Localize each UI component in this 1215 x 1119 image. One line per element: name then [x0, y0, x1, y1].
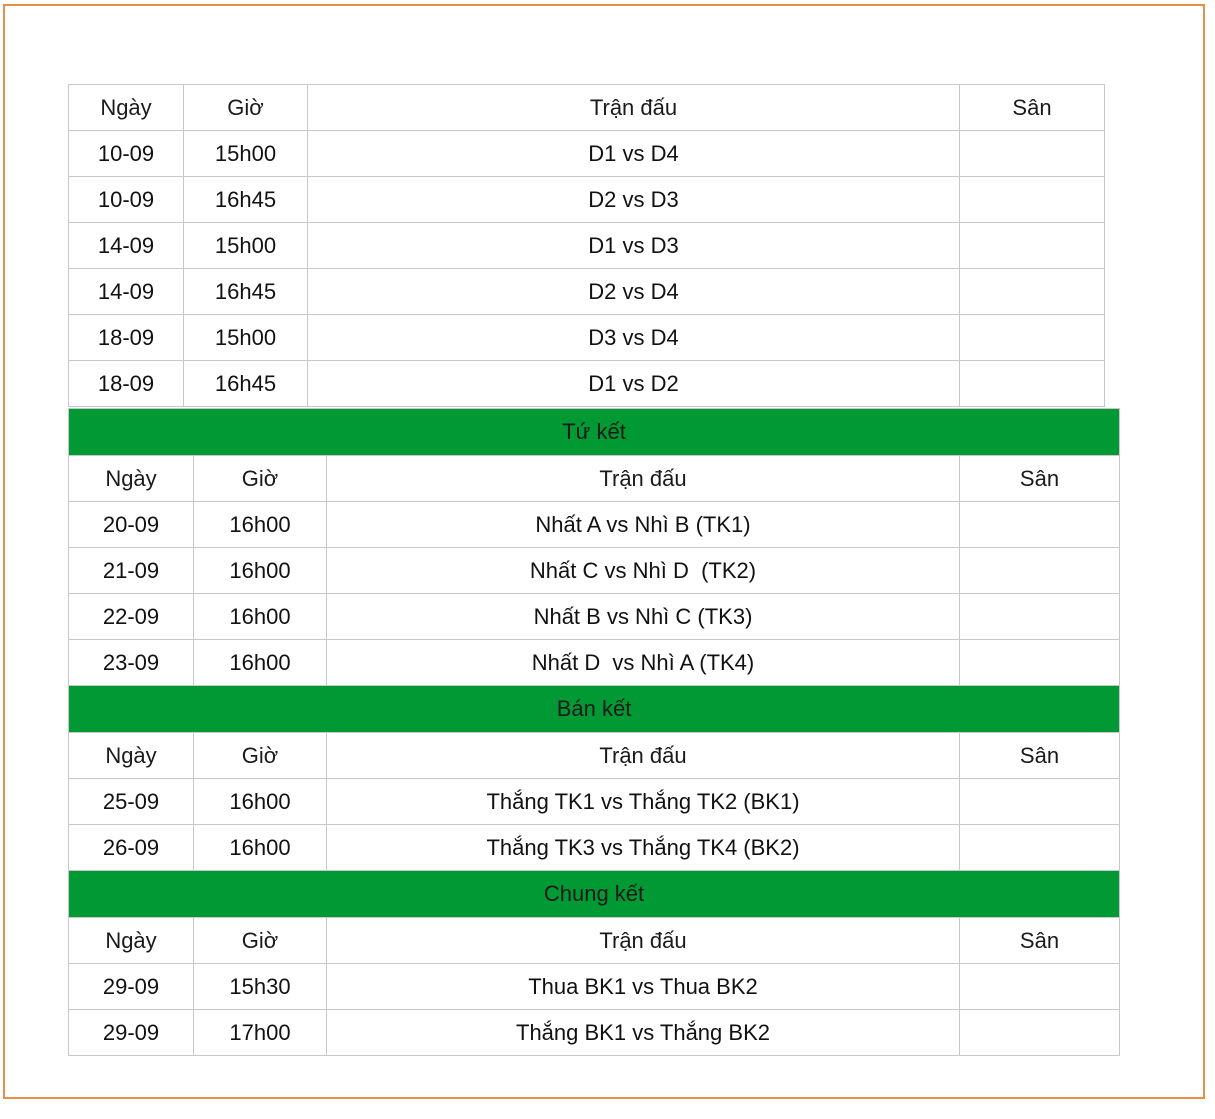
stage-title: Tứ kết — [69, 409, 1120, 456]
stage-title-row — [69, 409, 1120, 456]
cell-time: 15h00 — [184, 131, 308, 177]
cell-time: 16h00 — [194, 594, 327, 640]
table-row — [69, 594, 1120, 640]
cell-time: 15h00 — [184, 223, 308, 269]
cell-time: 17h00 — [194, 1010, 327, 1056]
header-date: Ngày — [69, 85, 184, 131]
knockout-table — [68, 408, 1120, 1056]
table-row — [69, 315, 1105, 361]
header-time: Giờ — [194, 456, 327, 502]
cell-match: D1 vs D2 — [308, 361, 960, 407]
cell-venue — [960, 315, 1105, 361]
cell-venue — [960, 361, 1105, 407]
cell-venue — [960, 223, 1105, 269]
table-row — [69, 548, 1120, 594]
cell-match: Thắng TK3 vs Thắng TK4 (BK2) — [327, 825, 960, 871]
group-stage-table — [68, 84, 1105, 407]
cell-time: 16h00 — [194, 825, 327, 871]
cell-time: 15h30 — [194, 964, 327, 1010]
table-header-row — [69, 85, 1105, 131]
header-date: Ngày — [69, 733, 194, 779]
cell-match: D3 vs D4 — [308, 315, 960, 361]
header-venue: Sân — [960, 918, 1120, 964]
table-header-row — [69, 733, 1120, 779]
table-row — [69, 964, 1120, 1010]
cell-time: 16h00 — [194, 640, 327, 686]
cell-date: 14-09 — [69, 223, 184, 269]
cell-date: 21-09 — [69, 548, 194, 594]
cell-time: 16h45 — [184, 361, 308, 407]
cell-time: 16h45 — [184, 177, 308, 223]
table-row — [69, 223, 1105, 269]
cell-match: Nhất C vs Nhì D (TK2) — [327, 548, 960, 594]
cell-venue — [960, 548, 1120, 594]
header-match: Trận đấu — [327, 456, 960, 502]
cell-date: 29-09 — [69, 1010, 194, 1056]
table-header-row — [69, 456, 1120, 502]
table-row — [69, 502, 1120, 548]
table-row — [69, 779, 1120, 825]
cell-venue — [960, 640, 1120, 686]
table-header-row — [69, 918, 1120, 964]
header-venue: Sân — [960, 733, 1120, 779]
cell-venue — [960, 177, 1105, 223]
cell-time: 16h00 — [194, 779, 327, 825]
cell-date: 29-09 — [69, 964, 194, 1010]
cell-date: 26-09 — [69, 825, 194, 871]
cell-venue — [960, 825, 1120, 871]
cell-venue — [960, 269, 1105, 315]
table-row — [69, 361, 1105, 407]
cell-time: 16h00 — [194, 502, 327, 548]
table-row — [69, 177, 1105, 223]
cell-match: D1 vs D4 — [308, 131, 960, 177]
header-match: Trận đấu — [327, 918, 960, 964]
cell-venue — [960, 964, 1120, 1010]
header-date: Ngày — [69, 918, 194, 964]
cell-match: D1 vs D3 — [308, 223, 960, 269]
header-time: Giờ — [194, 918, 327, 964]
cell-date: 25-09 — [69, 779, 194, 825]
cell-match: Nhất B vs Nhì C (TK3) — [327, 594, 960, 640]
stage-title-row — [69, 871, 1120, 918]
header-date: Ngày — [69, 456, 194, 502]
cell-match: Thắng BK1 vs Thắng BK2 — [327, 1010, 960, 1056]
cell-venue — [960, 594, 1120, 640]
header-time: Giờ — [194, 733, 327, 779]
header-time: Giờ — [184, 85, 308, 131]
stage-title: Chung kết — [69, 871, 1120, 918]
stage-title: Bán kết — [69, 686, 1120, 733]
cell-match: Nhất A vs Nhì B (TK1) — [327, 502, 960, 548]
stage-title-row — [69, 686, 1120, 733]
cell-date: 14-09 — [69, 269, 184, 315]
header-venue: Sân — [960, 456, 1120, 502]
header-match: Trận đấu — [327, 733, 960, 779]
cell-date: 10-09 — [69, 177, 184, 223]
header-venue: Sân — [960, 85, 1105, 131]
cell-date: 18-09 — [69, 361, 184, 407]
cell-date: 20-09 — [69, 502, 194, 548]
header-match: Trận đấu — [308, 85, 960, 131]
table-row — [69, 825, 1120, 871]
table-row — [69, 131, 1105, 177]
table-row — [69, 640, 1120, 686]
cell-venue — [960, 1010, 1120, 1056]
cell-match: Thua BK1 vs Thua BK2 — [327, 964, 960, 1010]
cell-time: 15h00 — [184, 315, 308, 361]
table-row — [69, 269, 1105, 315]
cell-venue — [960, 779, 1120, 825]
cell-date: 23-09 — [69, 640, 194, 686]
cell-venue — [960, 131, 1105, 177]
cell-time: 16h00 — [194, 548, 327, 594]
cell-match: D2 vs D4 — [308, 269, 960, 315]
cell-date: 22-09 — [69, 594, 194, 640]
cell-date: 10-09 — [69, 131, 184, 177]
cell-date: 18-09 — [69, 315, 184, 361]
table-row — [69, 1010, 1120, 1056]
cell-time: 16h45 — [184, 269, 308, 315]
cell-venue — [960, 502, 1120, 548]
cell-match: D2 vs D3 — [308, 177, 960, 223]
cell-match: Nhất D vs Nhì A (TK4) — [327, 640, 960, 686]
cell-match: Thắng TK1 vs Thắng TK2 (BK1) — [327, 779, 960, 825]
